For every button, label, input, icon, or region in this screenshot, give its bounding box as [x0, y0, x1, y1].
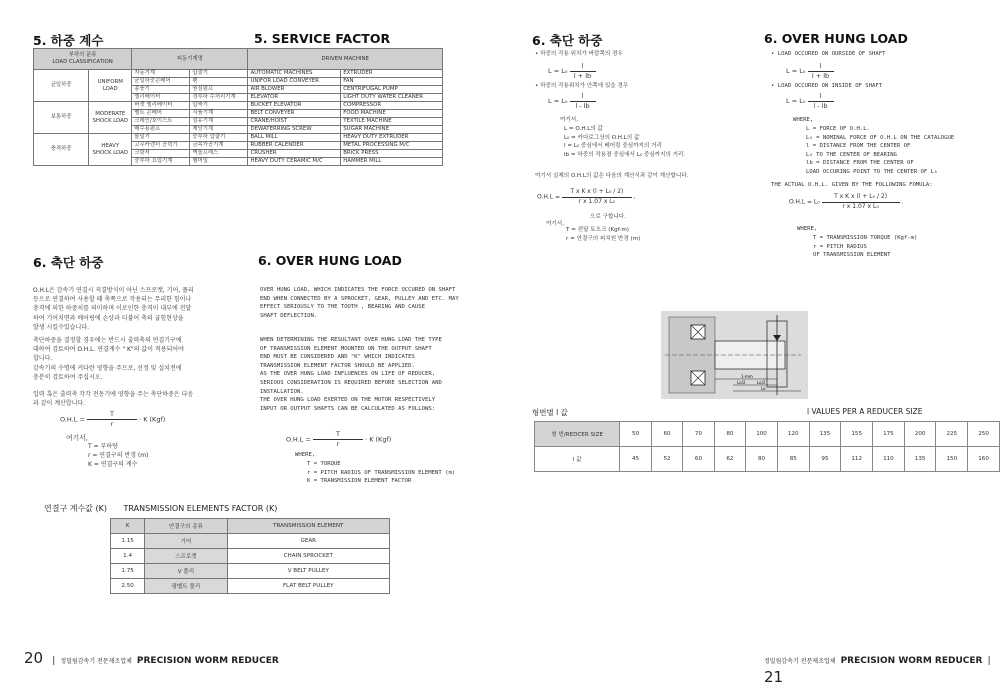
text-line: 하여 기어치면과 베어링에 손상과 더불어 축의 굽힘현상을	[33, 314, 184, 322]
k-table-title-en: TRANSMISSION ELEMENTS FACTOR (K)	[123, 504, 278, 513]
footer-left: 20 | 정밀웜감속기 전문제조업체 PRECISION WORM REDUCER	[24, 649, 279, 667]
table-header-cell: K	[111, 519, 145, 534]
definition-line: T = TRANSMISSION TORQUE (Kgf-m)	[813, 235, 918, 241]
table-header-cell: 80	[714, 422, 745, 447]
table-row	[535, 447, 1000, 472]
dim-label-1: 1-mm	[741, 374, 753, 379]
header-driven-en: DRIVEN MACHINE	[248, 49, 443, 70]
table-cell: 1.75	[111, 564, 145, 579]
table-cell: 스프로켓	[145, 549, 227, 564]
shaft-diagram	[661, 311, 808, 399]
ko-where-right: 여기서,	[560, 117, 578, 123]
table-cell: FAN	[341, 78, 443, 86]
text-line: WHEN DETERMINING THE RESULTANT OVER HUNG LOAD THE TYPE	[260, 337, 442, 343]
table-cell: CRUSHER	[248, 150, 341, 158]
table-cell: 고무카렌더 공력기	[132, 142, 190, 150]
table-cell: 1.4	[111, 549, 145, 564]
k-table-title-ko: 연결구 계수값 (K)	[44, 504, 107, 513]
table-header-cell: 100	[746, 422, 778, 447]
ko-formula-outside: L = L₀ $\frac{l}{l + lb}$	[548, 62, 596, 80]
text-line: O.H.L은 감속기 연결시 직결방식이 아닌 스프로켓, 기어, 풀리	[33, 287, 194, 294]
table-cell: 45	[620, 447, 651, 472]
table-row	[111, 564, 390, 579]
en-paragraph-1	[260, 286, 459, 320]
table-cell: 중부하 요업기계	[132, 158, 190, 166]
text-line: 충분히 검토하여 주십시오.	[33, 373, 103, 381]
table-cell: EXTRUDER	[341, 70, 443, 78]
ko-paragraph-1	[33, 286, 194, 332]
table-cell: HEAVY DUTY EXTRUDER	[341, 134, 443, 142]
table-cell: 85	[777, 447, 809, 472]
table-cell: 균일하중콘베어	[132, 78, 190, 86]
table-cell: 식품기계	[190, 110, 248, 118]
table-cell: 95	[809, 447, 841, 472]
table-cell: FOOD MACHINE	[341, 110, 443, 118]
table-cell: 160	[968, 447, 1000, 472]
table-cell: 경부하 수처리기계	[190, 94, 248, 102]
group-label-ko: 충격하중	[34, 134, 89, 166]
text-line: 발생 시킬수있습니다.	[33, 323, 89, 331]
en-formula-outside: L = L₀ $\frac{l}{l + lb}$	[786, 62, 834, 80]
text-line: 대하여 검토하여 O.H.L. 연결계수 " K"의 값이 적용되어야	[33, 346, 184, 354]
table-header-cell: 135	[809, 422, 841, 447]
en-definitions-right	[806, 125, 954, 177]
en-actual-formula: O.H.L = L₀ $\frac{\text{T x K x (l + L₀ / 2)}}{\text{r x 1.07 x L₀}}$ .	[789, 193, 904, 210]
table-cell: CRANE/HOIST	[248, 118, 341, 126]
table-header-row	[535, 422, 1000, 447]
definition-line: OF TRANSMISSION ELEMENT	[813, 252, 891, 259]
table-cell: CENTRIFUGAL PUMP	[341, 86, 443, 94]
table-cell: TEXTILE MACHINE	[341, 118, 443, 126]
table-cell: METAL PROCESSING M/C	[341, 142, 443, 150]
table-row	[34, 70, 443, 78]
header-driven-ko: 피동기계명	[132, 49, 248, 70]
table-cell: HAMMER MILL	[341, 158, 443, 166]
table-cell: BRICK PRESS	[341, 150, 443, 158]
group-label-en: HEAVY SHOCK LOAD	[89, 134, 132, 166]
table-cell: 송풍기	[132, 86, 190, 94]
text-line: INPUT OR OUTPUT SHAFTS CAN BE CALCULATED AS FOLLOWS:	[260, 405, 436, 412]
table-header-cell: 155	[841, 422, 873, 447]
section-title-ohl-ko: 6. 축단 하중	[33, 255, 104, 270]
text-line: END WHEN CONNECTED BY A SPROCKET, GEAR, PULLEY AND ETC. MAY	[260, 295, 459, 302]
en-where-right: WHERE,	[793, 117, 814, 123]
ko-ohl-formula: O.H.L = $\frac{T}{r}$ · K (Kgf)	[60, 410, 166, 429]
dim-label-4: Lo	[761, 386, 766, 391]
footer-right-en: PRECISION WORM REDUCER	[840, 656, 983, 666]
table-header-cell: 225	[936, 422, 968, 447]
table-cell: DEWATERRING SCREW	[248, 126, 341, 134]
definition-line: K = 연결구의 계수	[88, 461, 138, 469]
table-cell: 112	[841, 447, 873, 472]
table-header-cell: 175	[873, 422, 905, 447]
en-paragraph-2	[260, 336, 442, 413]
group-label-en: UNIFORM LOAD	[89, 70, 132, 102]
text-line: 등으로 연결하여 사용할 때 축쪽으로 작용되는 무리한 힘이나	[33, 296, 192, 304]
text-line: EFFECT SERIOUSLY TO THE TOOTH , BEARING AND CAUSE	[260, 304, 426, 311]
table-cell: BUCKET ELEVATOR	[248, 102, 341, 110]
table-cell: 135	[904, 447, 936, 472]
table-cell: BALL MILL	[248, 134, 341, 142]
text-line: TRANSMISSION ELEMENT FACTOR SHOULD BE APPLIED.	[260, 362, 415, 369]
group-label-ko: 균일하중	[34, 70, 89, 102]
table-cell: 2.50	[111, 579, 145, 594]
definition-line: r = 연결구의 피치원 반경 (m)	[566, 235, 641, 242]
i-values-table	[534, 421, 1000, 472]
table-header-cell: 120	[777, 422, 809, 447]
table-cell: 중부하 압출기	[190, 134, 248, 142]
k-table-title	[44, 503, 277, 514]
table-cell: V BELT PULLEY	[227, 564, 389, 579]
group-label-ko: 보통하중	[34, 102, 89, 134]
ko-definitions	[88, 442, 148, 470]
footer-left-en: PRECISION WORM REDUCER	[136, 656, 279, 666]
text-line: AS THE OVER HUNG LOAD INFLUENCES ON LIFE OF REDUCER,	[260, 371, 436, 378]
table-cell: BELT CONVEYER	[248, 110, 341, 118]
en-where: WHERE,	[295, 452, 316, 458]
table-cell: 1.15	[111, 534, 145, 549]
table-cell: GEAR	[227, 534, 389, 549]
footer-right: 정밀웜감속기 전문제조업체 PRECISION WORM REDUCER | 21	[764, 656, 991, 686]
definition-line: T = 전달 토오크 (Kgf-m)	[566, 227, 629, 233]
text-line: 과 같이 계산합니다.	[33, 400, 86, 408]
text-line: END MUST BE CONSIDERED AND "K" WHICH INDICATES	[260, 354, 415, 361]
table-header-cell: 형 번/REDCER SIZE	[535, 422, 620, 447]
i-table-title-en: l VALUES PER A REDUCER SIZE	[807, 407, 923, 416]
en-definitions	[307, 460, 455, 486]
table-cell: 햄머밀	[190, 158, 248, 166]
table-cell: 엘리베이터	[132, 94, 190, 102]
table-header-cell: 50	[620, 422, 651, 447]
table-cell: 62	[714, 447, 745, 472]
table-row	[111, 579, 390, 594]
table-cell: 원심펌프	[190, 86, 248, 94]
text-line: 입력 혹은 출력축 각각 전동기에 영향을 주는 축단하중은 다음	[33, 391, 194, 398]
i-table-title-ko: 형번별 l 값	[532, 408, 568, 417]
table-cell: 버켓 엘리베이터	[132, 102, 190, 110]
definition-line: L₀ = 카다로그상의 O.H.L의 값	[564, 134, 640, 141]
table-cell: 벽돌프레스	[190, 150, 248, 158]
text-line: INSTALLATION.	[260, 388, 304, 395]
section-title-service-factor: 5. SERVICE FACTOR	[254, 31, 391, 46]
row-label: l 값	[535, 447, 620, 472]
shaft-diagram-svg	[661, 311, 808, 399]
k-factor-table	[110, 518, 390, 594]
table-row	[111, 549, 390, 564]
ko-actual-text: 여기서 실제의 O.H.L의 값은 다음의 계산식과 같이 계산합니다.	[535, 173, 689, 179]
table-cell: 볼밀기	[132, 134, 190, 142]
section-title-load-factor: 5. 하중 계수	[33, 33, 104, 48]
text-line: THE OVER HUNG LOAD EXERTED ON THE MOTOR RESPECTIVELY	[260, 397, 436, 404]
table-cell: UNIFOR LOAD CONVEYER	[248, 78, 341, 86]
group-label-en: MODERATE SHOCK LOAD	[89, 102, 132, 134]
table-cell: 52	[651, 447, 682, 472]
ko-bullet-inside: • 하중의 작용위치가 안쪽에 있을 경우	[535, 83, 629, 89]
footer-left-ko: 정밀웜감속기 전문제조업체	[60, 658, 132, 665]
table-cell: 압출기	[190, 70, 248, 78]
table-header-cell: TRANSMISSION ELEMENT	[227, 519, 389, 534]
table-cell: 크레인/호이스트	[132, 118, 190, 126]
table-cell: 기어	[145, 534, 227, 549]
table-cell: CHAIN SPROCKET	[227, 549, 389, 564]
table-header-cell: 연결구의 종류	[145, 519, 227, 534]
dim-label-3: Lo/2	[757, 380, 766, 385]
table-cell: 크랏셔	[132, 150, 190, 158]
footer-right-ko: 정밀웜감속기 전문제조업체	[764, 658, 836, 665]
table-cell: RUBBER CALENDER	[248, 142, 341, 150]
definition-line: r = PITCH RADIUS	[813, 243, 867, 250]
definition-line: r = 연결구의 반경 (m)	[88, 452, 149, 460]
section-title-ohl-en-right: 6. OVER HUNG LOAD	[764, 31, 908, 46]
table-cell: 팬	[190, 78, 248, 86]
table-header	[34, 49, 132, 70]
ko-paragraph-3	[33, 390, 193, 408]
en-ohl-formula: O.H.L = $\frac{T}{r}$ · K (Kgf)	[286, 430, 392, 449]
text-line: OVER HUNG LOAD, WHICH INDICATES THE FORCE OCCURED ON SHAFT	[260, 287, 456, 293]
definition-line: r = PITCH RADIUS OF TRANSMISSION ELEMENT (m)	[307, 469, 456, 476]
table-cell: LIGHT DUTY WATER CLEANER	[341, 94, 443, 102]
page-number-right: 21	[764, 668, 784, 686]
table-row	[34, 102, 443, 110]
en-bullet-inside: • LOAD OCCURED ON INSIDE OF SHAFT	[771, 83, 883, 89]
ko-where2: 여기서,	[546, 221, 564, 227]
table-header-row	[111, 519, 390, 534]
ko-bullet-outside: • 하중의 작용 위치가 바깥쪽의 경우	[535, 51, 623, 57]
table-header-cell: 60	[651, 422, 682, 447]
definition-line: L₀ TO THE CENTER OF BEARING	[806, 151, 897, 158]
table-header-cell: 250	[968, 422, 1000, 447]
table-cell: 60	[683, 447, 714, 472]
en-formula-inside: L = L₀ $\frac{l}{l - lb}$	[786, 92, 834, 110]
definition-line: K = TRANSMISSION ELEMENT FACTOR	[307, 478, 412, 485]
table-cell: FLAT BELT PULLEY	[227, 579, 389, 594]
en-definitions2	[813, 234, 917, 260]
ko-paragraph-2	[33, 336, 184, 382]
table-cell: 150	[936, 447, 968, 472]
en-bullet-outside: • LOAD OCCURED ON OURSIDE OF SHAFT	[771, 51, 886, 57]
text-line: SERIOUS CONSIDERATION IS REQUIRED BEFORE SELECTION AND	[260, 379, 442, 386]
page-number-left: 20	[24, 649, 44, 667]
text-line: OF TRANSMISSION ELEMENT MOUNTED ON THE OUTPUT SHAFT	[260, 345, 432, 352]
section-title-ohl-ko-right: 6. 축단 하중	[532, 33, 603, 48]
table-header-cell: 70	[683, 422, 714, 447]
definition-line: l = DISTANCE FROM THE CENTER OF	[806, 143, 911, 150]
table-cell: COMPRESSOR	[341, 102, 443, 110]
en-actual-text: THE ACTUAL O.H.L. GIVEN BY THE FOLLOWING FOMULA:	[771, 182, 933, 188]
text-line: 충격에 의한 하중치를 의미하며 이로인한 충격이 내부에 전달	[33, 305, 192, 313]
table-cell: 섬유기계	[190, 118, 248, 126]
definition-line: l = L₀ 중심에서 베어링 중심까지의 거리	[564, 143, 662, 150]
table-cell: V 풀리	[145, 564, 227, 579]
service-factor-table	[33, 48, 443, 166]
definition-line: T = TORQUE	[307, 461, 341, 467]
table-cell: 자동기계	[132, 70, 190, 78]
definition-line: lb = 하중의 작용점 중심에서 L₀ 중심까지의 거리.	[564, 151, 686, 158]
table-cell: AIR BLOWER	[248, 86, 341, 94]
definition-line: L₀ = NOMINAL FORCE OF O.H.L ON THE CATALOGUE	[806, 134, 955, 141]
text-line: SHAFT DEFLECTION.	[260, 312, 318, 319]
header-class-en: LOAD CLASSIFICATION	[52, 59, 113, 65]
table-cell: AUTOMATIC MACHINES	[248, 70, 341, 78]
table-cell: 금속가공기계	[190, 142, 248, 150]
table-cell: 벨트 콘베어	[132, 110, 190, 118]
ko-note: 으로 구합니다.	[590, 214, 626, 220]
table-cell: ELEVATOR	[248, 94, 341, 102]
table-cell: 110	[873, 447, 905, 472]
table-cell: 평벨트 풀리	[145, 579, 227, 594]
section-title-ohl-en: 6. OVER HUNG LOAD	[258, 253, 402, 268]
ko-definitions2	[566, 226, 640, 243]
text-line: 감속기의 수명에 커다란 영향을 주므로, 선정 및 설치전에	[33, 364, 182, 372]
table-cell: 압축기	[190, 102, 248, 110]
en-where2: WHERE,	[797, 226, 818, 232]
table-cell: SUGAR MACHINE	[341, 126, 443, 134]
ko-formula-inside: L = L₀ $\frac{l}{l - lb}$	[548, 92, 596, 110]
header-class-ko: 부하의 분류	[68, 52, 97, 58]
table-row	[111, 534, 390, 549]
table-cell: 배수용펌프	[132, 126, 190, 134]
definition-line: LOAD OCCURING POINT TO THE CENTER OF L₀	[806, 168, 938, 175]
definition-line: lb = DISTANCE FROM THE CENTER OF	[806, 160, 914, 167]
definition-line: L = O.H.L의 값	[564, 126, 603, 132]
text-line: 축단하중을 결정할 경우에는 반드시 출력축의 연결기구에	[33, 337, 182, 344]
ko-where: 여기서,	[66, 434, 88, 442]
ko-definitions-right	[564, 125, 685, 159]
dim-label-2: Lo/2	[737, 380, 746, 385]
ko-actual-formula: O.H.L = $\frac{\text{T x K x (l + L₀ / 2)}}{\text{r x 1.07 x L₀}}$ ,	[537, 188, 636, 205]
table-cell: 제당기계	[190, 126, 248, 134]
table-cell: HEAVY DUTY CERAMIC M/C	[248, 158, 341, 166]
definition-line: L = FORCE OF O.H.L.	[806, 126, 870, 132]
text-line: 합니다.	[33, 355, 53, 363]
table-row	[34, 134, 443, 142]
table-cell: 80	[746, 447, 778, 472]
definition-line: T = 부하량	[88, 443, 118, 450]
table-header-cell: 200	[904, 422, 936, 447]
